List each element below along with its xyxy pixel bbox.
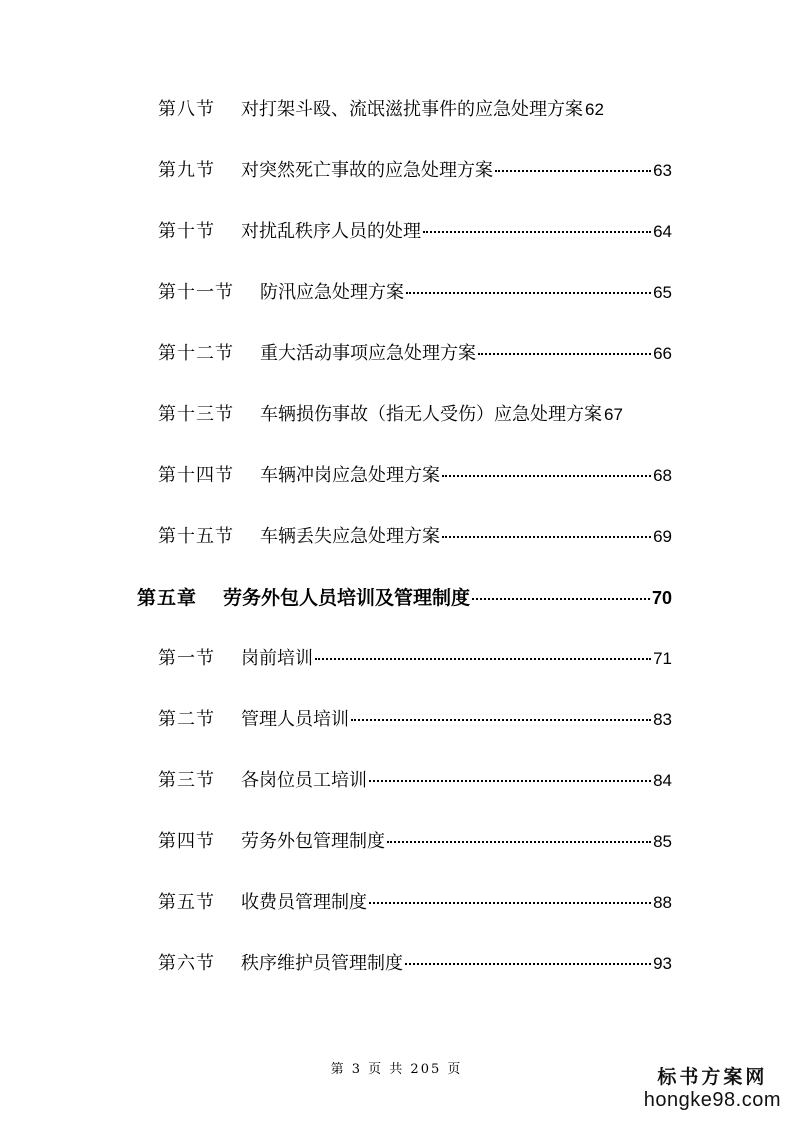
section-title: 各岗位员工培训 — [241, 770, 367, 791]
page-number: 84 — [653, 771, 672, 790]
section-label: 第五节 — [158, 892, 215, 913]
toc-chapter-5[interactable] — [137, 586, 672, 610]
page-number: 88 — [653, 893, 672, 912]
toc-entry-5[interactable] — [158, 342, 672, 366]
toc-entry-2[interactable] — [158, 159, 672, 183]
toc-entry-11[interactable] — [158, 708, 672, 732]
page-number: 85 — [653, 832, 672, 851]
leader-dots — [423, 231, 651, 233]
watermark — [644, 1062, 781, 1112]
section-label: 第十三节 — [158, 404, 234, 425]
leader-dots — [369, 780, 651, 782]
section-title: 对打架斗殴、流氓滋扰事件的应急处理方案 — [241, 99, 583, 120]
section-label: 第一节 — [158, 648, 215, 669]
section-label: 第八节 — [158, 99, 215, 120]
page-number: 83 — [653, 710, 672, 729]
leader-dots — [495, 170, 651, 172]
leader-dots — [478, 353, 651, 355]
page-number: 63 — [653, 161, 672, 180]
section-title: 车辆丢失应急处理方案 — [260, 526, 440, 547]
leader-dots — [472, 598, 650, 600]
toc-entry-6[interactable] — [158, 403, 698, 427]
section-title: 车辆冲岗应急处理方案 — [260, 465, 440, 486]
page-number: 70 — [651, 588, 672, 608]
page-number: 68 — [653, 466, 672, 485]
section-title: 岗前培训 — [241, 648, 313, 669]
section-label: 第十二节 — [158, 343, 234, 364]
section-label: 第十节 — [158, 221, 215, 242]
leader-dots — [442, 475, 651, 477]
section-label: 第三节 — [158, 770, 215, 791]
toc-entry-10[interactable] — [158, 647, 672, 671]
toc-entry-12[interactable] — [158, 769, 672, 793]
section-title: 对扰乱秩序人员的处理 — [241, 221, 421, 242]
section-label: 第六节 — [158, 953, 215, 974]
page-number: 65 — [653, 283, 672, 302]
toc-entry-7[interactable] — [158, 464, 672, 488]
section-title: 劳务外包管理制度 — [241, 831, 385, 852]
page-number: 93 — [653, 954, 672, 973]
leader-dots — [351, 719, 651, 721]
page-number: 71 — [653, 649, 672, 668]
page-footer: 第 3 页 共 205 页 — [330, 1062, 463, 1077]
page-number: 62 — [585, 100, 604, 119]
toc-entry-13[interactable] — [158, 830, 672, 854]
toc-entry-8[interactable] — [158, 525, 672, 549]
section-label: 第九节 — [158, 160, 215, 181]
toc-entry-3[interactable] — [158, 220, 672, 244]
section-label: 第四节 — [158, 831, 215, 852]
toc-entry-14[interactable] — [158, 891, 672, 915]
leader-dots — [405, 963, 651, 965]
section-label: 第十五节 — [158, 526, 234, 547]
leader-dots — [406, 292, 651, 294]
section-title: 收费员管理制度 — [241, 892, 367, 913]
section-label: 第二节 — [158, 709, 215, 730]
leader-dots — [315, 658, 651, 660]
toc-entry-4[interactable] — [158, 281, 672, 305]
leader-dots — [369, 902, 651, 904]
page-number: 64 — [653, 222, 672, 241]
section-label: 第十四节 — [158, 465, 234, 486]
chapter-title: 劳务外包人员培训及管理制度 — [223, 587, 471, 609]
section-title: 对突然死亡事故的应急处理方案 — [241, 160, 493, 181]
watermark-cn: 标书方案网 — [657, 1066, 768, 1088]
page-number: 69 — [653, 527, 672, 546]
toc-entry-1[interactable] — [158, 98, 678, 122]
section-label: 第十一节 — [158, 282, 234, 303]
section-title: 重大活动事项应急处理方案 — [260, 343, 476, 364]
toc-entry-15[interactable] — [158, 952, 672, 976]
chapter-label: 第五章 — [137, 587, 198, 609]
section-title: 防汛应急处理方案 — [260, 282, 404, 303]
watermark-url: hongke98.com — [643, 1089, 781, 1111]
page-number: 67 — [604, 405, 623, 424]
section-title: 秩序维护员管理制度 — [241, 953, 403, 974]
leader-dots — [442, 536, 651, 538]
leader-dots — [387, 841, 651, 843]
section-title: 车辆损伤事故（指无人受伤）应急处理方案 — [260, 404, 602, 425]
page-number: 66 — [653, 344, 672, 363]
section-title: 管理人员培训 — [241, 709, 349, 730]
